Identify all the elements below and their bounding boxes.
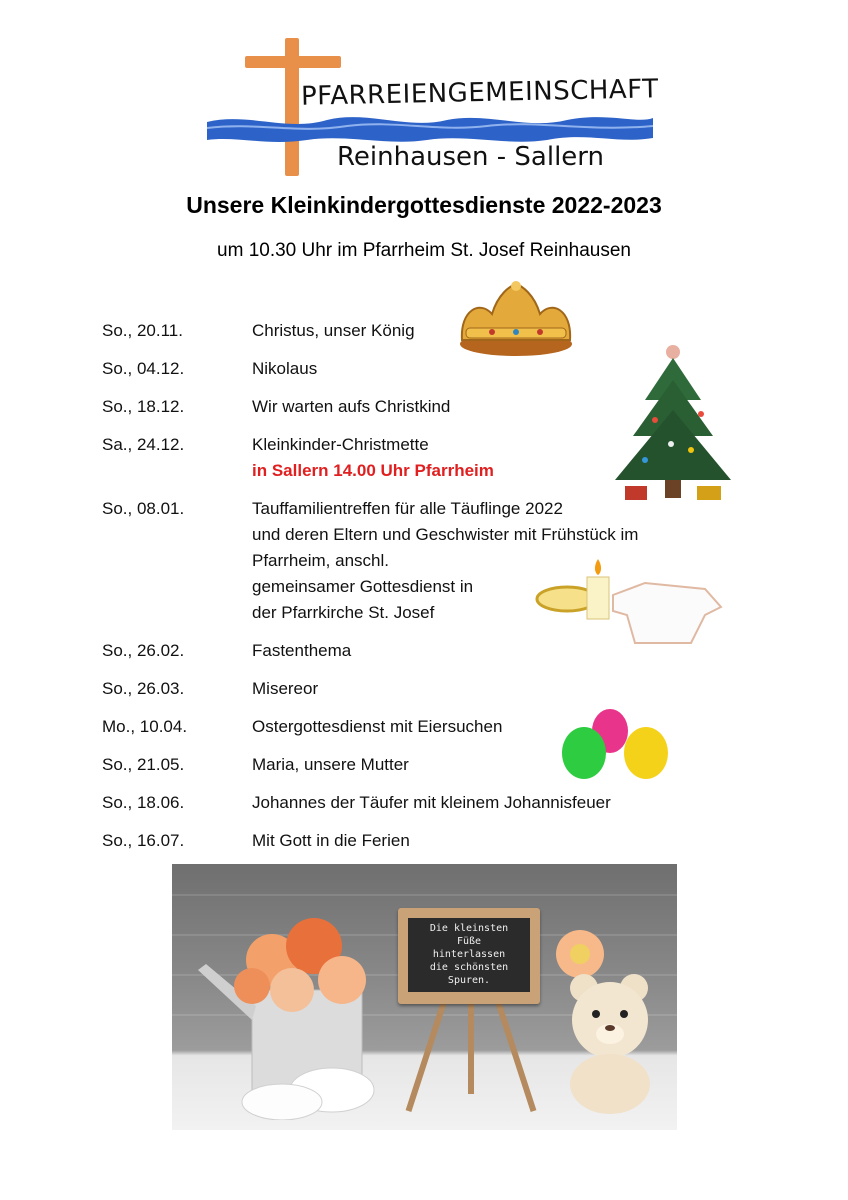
- nursery-photo: [172, 864, 677, 1130]
- teddy-bear: [544, 924, 664, 1114]
- schedule-date: So., 26.02.: [102, 641, 185, 660]
- event-line: der Pfarrkirche St. Josef: [252, 603, 435, 622]
- water-wave-graphic: [207, 110, 653, 144]
- event-line: Tauffamilientreffen für alle Täuflinge 2022: [252, 499, 563, 518]
- schedule-event: [252, 828, 742, 854]
- event-line: Johannes der Täufer mit kleinem Johannisfeuer: [252, 793, 611, 812]
- event-line: Maria, unsere Mutter: [252, 755, 409, 774]
- event-line: Pfarrheim, anschl.: [252, 551, 389, 570]
- schedule-row: [102, 676, 742, 702]
- event-line: gemeinsamer Gottesdienst in: [252, 577, 474, 596]
- schedule-event: [252, 790, 742, 816]
- schedule-date: So., 20.11.: [102, 321, 183, 340]
- schedule-date: Sa., 24.12.: [102, 435, 185, 454]
- event-line: Misereor: [252, 679, 319, 698]
- event-line: Ostergottesdienst mit Eiersuchen: [252, 717, 503, 736]
- event-line: Kleinkinder-Christmette: [252, 435, 429, 454]
- cross-bar: [245, 56, 341, 68]
- chalkboard: [398, 908, 540, 1004]
- schedule-row: [102, 828, 742, 854]
- event-line: Christus, unser König: [252, 321, 415, 340]
- schedule-date: So., 21.05.: [102, 755, 185, 774]
- schedule-date: Mo., 10.04.: [102, 717, 188, 736]
- page-title: Unsere Kleinkindergottesdienste 2022-2023: [186, 192, 662, 218]
- event-line: Wir warten aufs Christkind: [252, 397, 451, 416]
- chalkboard-text: [408, 918, 530, 992]
- schedule-event: [252, 676, 742, 702]
- christmas-tree-image: [605, 340, 740, 510]
- schedule-row: [102, 790, 742, 816]
- event-highlight: in Sallern 14.00 Uhr Pfarrheim: [252, 461, 494, 480]
- logo-place: Reinhausen - Sallern: [337, 142, 605, 172]
- event-line: und deren Eltern und Geschwister mit Frühstück im: [252, 525, 639, 544]
- schedule-date: So., 18.12.: [102, 397, 185, 416]
- baptism-candle-image: [515, 555, 747, 651]
- board-line: Füße: [456, 936, 482, 947]
- schedule-date: So., 04.12.: [102, 359, 185, 378]
- schedule-date: So., 16.07.: [102, 831, 185, 850]
- schedule-date: So., 18.06.: [102, 793, 185, 812]
- board-line: hinterlassen: [432, 949, 506, 960]
- parish-logo: [205, 38, 659, 188]
- event-line: Mit Gott in die Ferien: [252, 831, 410, 850]
- easter-eggs-image: [558, 705, 673, 783]
- board-line: die schönsten: [429, 962, 509, 973]
- schedule-date: So., 26.03.: [102, 679, 185, 698]
- page-subtitle: um 10.30 Uhr im Pfarrheim St. Josef Reinhausen: [217, 240, 631, 261]
- easel-leg: [468, 994, 474, 1094]
- flowers-watering-can: [192, 890, 402, 1120]
- schedule-date: So., 08.01.: [102, 499, 185, 518]
- logo-name: PFARREIENGEMEINSCHAFT: [300, 74, 659, 112]
- board-line: Die kleinsten: [429, 923, 509, 934]
- board-line: Spuren.: [447, 975, 491, 986]
- crown-image: [452, 280, 580, 360]
- event-line: Fastenthema: [252, 641, 352, 660]
- event-line: Nikolaus: [252, 359, 318, 378]
